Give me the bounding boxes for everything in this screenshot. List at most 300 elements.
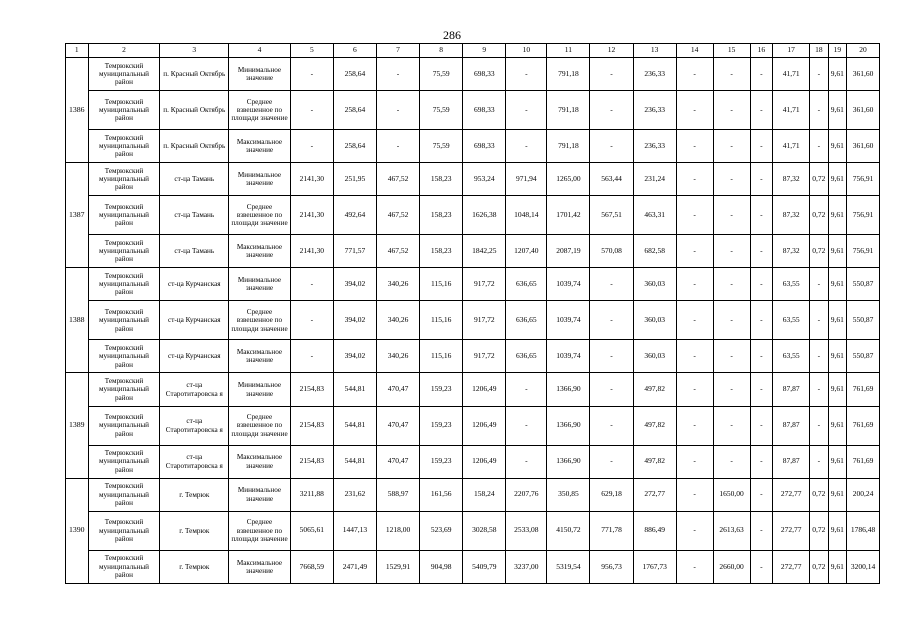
- table-row: [66, 91, 880, 130]
- table-row: [66, 163, 880, 196]
- value-cell: -: [376, 130, 419, 163]
- value-cell: 7668,59: [290, 550, 333, 583]
- table-row: [66, 550, 880, 583]
- value-cell: -: [590, 268, 633, 301]
- value-cell: -: [750, 445, 773, 478]
- value-cell: 158,23: [420, 196, 463, 235]
- column-number-header: 2: [88, 44, 160, 58]
- value-cell: -: [713, 235, 750, 268]
- value-cell: -: [676, 235, 713, 268]
- value-cell: 588,97: [376, 478, 419, 511]
- table-row: [66, 478, 880, 511]
- district-cell: Темрюкский муниципальный район: [88, 478, 160, 511]
- value-cell: 636,65: [506, 268, 547, 301]
- locality-cell: г. Темрюк: [160, 511, 229, 550]
- value-cell: -: [750, 91, 773, 130]
- locality-cell: п. Красный Октябрь: [160, 58, 229, 91]
- value-cell: 791,18: [547, 58, 590, 91]
- value-cell: 87,87: [773, 445, 810, 478]
- value-cell: 5409,79: [463, 550, 506, 583]
- value-cell: 467,52: [376, 163, 419, 196]
- table-row: [66, 340, 880, 373]
- table-row: [66, 196, 880, 235]
- value-cell: -: [810, 91, 828, 130]
- value-cell: 9,61: [828, 301, 846, 340]
- value-cell: 771,78: [590, 511, 633, 550]
- value-cell: 953,24: [463, 163, 506, 196]
- table-row: [66, 235, 880, 268]
- locality-cell: п. Красный Октябрь: [160, 91, 229, 130]
- value-cell: 9,61: [828, 511, 846, 550]
- value-cell: -: [506, 373, 547, 406]
- value-cell: 771,57: [333, 235, 376, 268]
- value-cell: 1447,13: [333, 511, 376, 550]
- value-cell: 9,61: [828, 373, 846, 406]
- page-number: 286: [443, 28, 461, 42]
- value-cell: 2207,76: [506, 478, 547, 511]
- value-cell: 0,72: [810, 478, 828, 511]
- value-cell: -: [590, 373, 633, 406]
- value-cell: 63,55: [773, 268, 810, 301]
- value-cell: 3028,58: [463, 511, 506, 550]
- table-row: [66, 301, 880, 340]
- value-cell: 5319,54: [547, 550, 590, 583]
- value-cell: 1206,49: [463, 445, 506, 478]
- column-number-header: 20: [847, 44, 880, 58]
- value-cell: -: [676, 301, 713, 340]
- value-cell: 361,60: [847, 58, 880, 91]
- column-number-header: 13: [633, 44, 676, 58]
- value-cell: 497,82: [633, 406, 676, 445]
- value-cell: 63,55: [773, 340, 810, 373]
- value-cell: -: [676, 340, 713, 373]
- value-cell: -: [590, 91, 633, 130]
- value-cell: 272,77: [773, 511, 810, 550]
- value-cell: -: [506, 58, 547, 91]
- value-cell: 698,33: [463, 58, 506, 91]
- value-cell: 9,61: [828, 445, 846, 478]
- value-cell: -: [676, 511, 713, 550]
- value-cell: 470,47: [376, 445, 419, 478]
- value-cell: 1366,90: [547, 373, 590, 406]
- value-cell: 0,72: [810, 163, 828, 196]
- value-cell: 0,72: [810, 550, 828, 583]
- value-cell: 258,64: [333, 58, 376, 91]
- value-cell: -: [713, 373, 750, 406]
- value-cell: 550,87: [847, 268, 880, 301]
- column-number-header: 3: [160, 44, 229, 58]
- value-cell: 470,47: [376, 406, 419, 445]
- district-cell: Темрюкский муниципальный район: [88, 340, 160, 373]
- column-number-header: 9: [463, 44, 506, 58]
- value-cell: 9,61: [828, 550, 846, 583]
- value-cell: 272,77: [633, 478, 676, 511]
- value-cell: -: [750, 373, 773, 406]
- value-cell: 41,71: [773, 58, 810, 91]
- value-cell: -: [590, 406, 633, 445]
- value-cell: -: [676, 58, 713, 91]
- value-cell: -: [750, 550, 773, 583]
- value-cell: 5065,61: [290, 511, 333, 550]
- value-type-cell: Минимальное значение: [229, 58, 291, 91]
- district-cell: Темрюкский муниципальный район: [88, 58, 160, 91]
- column-number-header: 1: [66, 44, 89, 58]
- value-cell: -: [590, 58, 633, 91]
- value-cell: -: [713, 196, 750, 235]
- column-number-header: 8: [420, 44, 463, 58]
- value-type-cell: Среднее взвешенное по площади значение: [229, 511, 291, 550]
- value-cell: 9,61: [828, 406, 846, 445]
- value-cell: 41,71: [773, 91, 810, 130]
- table-row: [66, 130, 880, 163]
- value-cell: 3200,14: [847, 550, 880, 583]
- value-cell: 350,85: [547, 478, 590, 511]
- value-cell: -: [676, 163, 713, 196]
- value-cell: 9,61: [828, 340, 846, 373]
- value-cell: 956,73: [590, 550, 633, 583]
- value-cell: -: [290, 268, 333, 301]
- value-cell: -: [713, 58, 750, 91]
- value-cell: -: [676, 91, 713, 130]
- district-cell: Темрюкский муниципальный район: [88, 550, 160, 583]
- value-cell: 2141,30: [290, 196, 333, 235]
- value-cell: 567,51: [590, 196, 633, 235]
- value-cell: 2613,63: [713, 511, 750, 550]
- value-cell: 340,26: [376, 301, 419, 340]
- district-cell: Темрюкский муниципальный район: [88, 445, 160, 478]
- entry-number: 1389: [66, 373, 89, 478]
- value-cell: 761,69: [847, 445, 880, 478]
- value-cell: 360,03: [633, 268, 676, 301]
- value-cell: -: [590, 301, 633, 340]
- value-cell: -: [750, 58, 773, 91]
- value-type-cell: Минимальное значение: [229, 478, 291, 511]
- value-cell: 87,32: [773, 163, 810, 196]
- value-cell: -: [750, 235, 773, 268]
- value-cell: 523,69: [420, 511, 463, 550]
- district-cell: Темрюкский муниципальный район: [88, 373, 160, 406]
- value-cell: 1626,38: [463, 196, 506, 235]
- column-number-header: 16: [750, 44, 773, 58]
- value-cell: -: [750, 130, 773, 163]
- value-cell: -: [290, 340, 333, 373]
- value-cell: 636,65: [506, 340, 547, 373]
- value-type-cell: Среднее взвешенное по площади значение: [229, 91, 291, 130]
- value-cell: -: [713, 301, 750, 340]
- value-cell: 1842,25: [463, 235, 506, 268]
- table-row: [66, 373, 880, 406]
- value-cell: 1767,73: [633, 550, 676, 583]
- value-cell: 258,64: [333, 91, 376, 130]
- value-cell: 698,33: [463, 91, 506, 130]
- value-cell: 75,59: [420, 58, 463, 91]
- value-cell: 159,23: [420, 445, 463, 478]
- value-cell: 2154,83: [290, 373, 333, 406]
- value-cell: -: [750, 478, 773, 511]
- value-cell: -: [750, 163, 773, 196]
- value-cell: 1366,90: [547, 406, 590, 445]
- value-cell: 467,52: [376, 235, 419, 268]
- district-cell: Темрюкский муниципальный район: [88, 196, 160, 235]
- value-cell: 544,81: [333, 373, 376, 406]
- district-cell: Темрюкский муниципальный район: [88, 130, 160, 163]
- value-cell: 917,72: [463, 268, 506, 301]
- value-cell: -: [676, 130, 713, 163]
- locality-cell: ст-ца Тамань: [160, 163, 229, 196]
- value-cell: 9,61: [828, 196, 846, 235]
- value-cell: -: [810, 130, 828, 163]
- value-cell: 9,61: [828, 58, 846, 91]
- value-cell: 463,31: [633, 196, 676, 235]
- value-cell: 115,16: [420, 301, 463, 340]
- table-row: [66, 445, 880, 478]
- locality-cell: ст-ца Старотитаровска я: [160, 406, 229, 445]
- column-number-header: 19: [828, 44, 846, 58]
- value-cell: 1366,90: [547, 445, 590, 478]
- locality-cell: п. Красный Октябрь: [160, 130, 229, 163]
- value-cell: -: [590, 340, 633, 373]
- value-cell: -: [810, 406, 828, 445]
- value-type-cell: Среднее взвешенное по площади значение: [229, 196, 291, 235]
- value-type-cell: Среднее взвешенное по площади значение: [229, 406, 291, 445]
- value-cell: 2141,30: [290, 163, 333, 196]
- column-number-header: 7: [376, 44, 419, 58]
- column-number-header: 10: [506, 44, 547, 58]
- value-cell: -: [713, 130, 750, 163]
- value-cell: 761,69: [847, 373, 880, 406]
- value-cell: 0,72: [810, 196, 828, 235]
- value-cell: 570,08: [590, 235, 633, 268]
- column-number-header: 5: [290, 44, 333, 58]
- value-cell: -: [506, 130, 547, 163]
- value-cell: -: [290, 58, 333, 91]
- value-cell: 2154,83: [290, 406, 333, 445]
- locality-cell: ст-ца Курчанская: [160, 301, 229, 340]
- value-cell: -: [713, 445, 750, 478]
- value-cell: 258,64: [333, 130, 376, 163]
- value-cell: 1206,49: [463, 373, 506, 406]
- value-cell: 9,61: [828, 130, 846, 163]
- tariff-table: [65, 43, 880, 584]
- value-cell: 0,72: [810, 235, 828, 268]
- value-cell: 756,91: [847, 196, 880, 235]
- value-cell: -: [676, 268, 713, 301]
- value-cell: 1786,48: [847, 511, 880, 550]
- value-cell: 236,33: [633, 58, 676, 91]
- value-cell: 756,91: [847, 163, 880, 196]
- district-cell: Темрюкский муниципальный район: [88, 235, 160, 268]
- value-cell: 1265,00: [547, 163, 590, 196]
- value-cell: 761,69: [847, 406, 880, 445]
- value-cell: 394,02: [333, 340, 376, 373]
- value-cell: 917,72: [463, 301, 506, 340]
- value-cell: 272,77: [773, 478, 810, 511]
- table-row: [66, 511, 880, 550]
- value-cell: 340,26: [376, 340, 419, 373]
- value-cell: 629,18: [590, 478, 633, 511]
- value-cell: -: [676, 550, 713, 583]
- value-type-cell: Среднее взвешенное по площади значение: [229, 301, 291, 340]
- column-number-header: 17: [773, 44, 810, 58]
- value-cell: 158,23: [420, 163, 463, 196]
- locality-cell: ст-ца Курчанская: [160, 340, 229, 373]
- value-cell: 497,82: [633, 373, 676, 406]
- entry-number: 1390: [66, 478, 89, 583]
- value-cell: -: [713, 91, 750, 130]
- value-cell: 159,23: [420, 406, 463, 445]
- value-cell: 698,33: [463, 130, 506, 163]
- value-cell: 236,33: [633, 130, 676, 163]
- value-cell: 682,58: [633, 235, 676, 268]
- value-cell: -: [750, 406, 773, 445]
- value-cell: 1039,74: [547, 340, 590, 373]
- value-cell: -: [676, 445, 713, 478]
- value-cell: -: [590, 130, 633, 163]
- value-cell: 158,24: [463, 478, 506, 511]
- table-row: [66, 58, 880, 91]
- value-cell: 63,55: [773, 301, 810, 340]
- value-cell: 497,82: [633, 445, 676, 478]
- district-cell: Темрюкский муниципальный район: [88, 91, 160, 130]
- value-cell: 467,52: [376, 196, 419, 235]
- value-cell: 361,60: [847, 130, 880, 163]
- value-type-cell: Минимальное значение: [229, 373, 291, 406]
- value-cell: 1529,91: [376, 550, 419, 583]
- value-cell: 563,44: [590, 163, 633, 196]
- value-cell: 161,56: [420, 478, 463, 511]
- value-cell: -: [290, 301, 333, 340]
- value-cell: 3211,88: [290, 478, 333, 511]
- value-cell: -: [290, 91, 333, 130]
- value-cell: -: [676, 478, 713, 511]
- value-type-cell: Максимальное значение: [229, 445, 291, 478]
- value-cell: 1701,42: [547, 196, 590, 235]
- locality-cell: г. Темрюк: [160, 478, 229, 511]
- value-cell: -: [750, 301, 773, 340]
- value-cell: 87,87: [773, 406, 810, 445]
- column-number-header: 18: [810, 44, 828, 58]
- value-cell: 1650,00: [713, 478, 750, 511]
- value-cell: -: [713, 340, 750, 373]
- value-cell: 394,02: [333, 268, 376, 301]
- value-cell: -: [713, 163, 750, 196]
- value-cell: -: [590, 445, 633, 478]
- district-cell: Темрюкский муниципальный район: [88, 511, 160, 550]
- value-cell: 158,23: [420, 235, 463, 268]
- value-cell: 0,72: [810, 511, 828, 550]
- value-cell: -: [713, 268, 750, 301]
- value-cell: -: [506, 91, 547, 130]
- value-cell: 544,81: [333, 445, 376, 478]
- district-cell: Темрюкский муниципальный район: [88, 163, 160, 196]
- value-cell: 2087,19: [547, 235, 590, 268]
- value-cell: 115,16: [420, 268, 463, 301]
- value-cell: 41,71: [773, 130, 810, 163]
- value-cell: 87,32: [773, 235, 810, 268]
- value-cell: 9,61: [828, 91, 846, 130]
- value-cell: 3237,00: [506, 550, 547, 583]
- value-cell: 9,61: [828, 478, 846, 511]
- table-row: [66, 268, 880, 301]
- value-cell: 886,49: [633, 511, 676, 550]
- locality-cell: г. Темрюк: [160, 550, 229, 583]
- value-cell: 636,65: [506, 301, 547, 340]
- value-cell: 87,32: [773, 196, 810, 235]
- value-cell: -: [676, 406, 713, 445]
- value-cell: 75,59: [420, 130, 463, 163]
- value-cell: 115,16: [420, 340, 463, 373]
- value-type-cell: Максимальное значение: [229, 550, 291, 583]
- value-cell: -: [810, 445, 828, 478]
- value-cell: 2471,49: [333, 550, 376, 583]
- value-cell: -: [676, 373, 713, 406]
- value-cell: 791,18: [547, 91, 590, 130]
- value-cell: 251,95: [333, 163, 376, 196]
- value-cell: 231,24: [633, 163, 676, 196]
- value-type-cell: Максимальное значение: [229, 340, 291, 373]
- value-cell: -: [290, 130, 333, 163]
- value-cell: 9,61: [828, 268, 846, 301]
- value-cell: 272,77: [773, 550, 810, 583]
- value-type-cell: Максимальное значение: [229, 130, 291, 163]
- value-cell: 756,91: [847, 235, 880, 268]
- value-cell: 9,61: [828, 235, 846, 268]
- value-cell: 492,64: [333, 196, 376, 235]
- value-cell: -: [750, 511, 773, 550]
- value-cell: 87,87: [773, 373, 810, 406]
- locality-cell: ст-ца Старотитаровска я: [160, 373, 229, 406]
- column-number-header: 15: [713, 44, 750, 58]
- value-type-cell: Максимальное значение: [229, 235, 291, 268]
- value-cell: 200,24: [847, 478, 880, 511]
- value-cell: 971,94: [506, 163, 547, 196]
- column-number-header: 14: [676, 44, 713, 58]
- value-cell: 361,60: [847, 91, 880, 130]
- district-cell: Темрюкский муниципальный район: [88, 301, 160, 340]
- value-cell: 4150,72: [547, 511, 590, 550]
- value-cell: 75,59: [420, 91, 463, 130]
- value-cell: 791,18: [547, 130, 590, 163]
- value-type-cell: Минимальное значение: [229, 163, 291, 196]
- district-cell: Темрюкский муниципальный район: [88, 406, 160, 445]
- column-number-header: 6: [333, 44, 376, 58]
- value-cell: 159,23: [420, 373, 463, 406]
- district-cell: Темрюкский муниципальный район: [88, 268, 160, 301]
- entry-number: 1388: [66, 268, 89, 373]
- value-cell: 360,03: [633, 301, 676, 340]
- locality-cell: ст-ца Старотитаровска я: [160, 445, 229, 478]
- value-cell: 904,98: [420, 550, 463, 583]
- entry-number: 1386: [66, 58, 89, 163]
- value-cell: 550,87: [847, 301, 880, 340]
- value-cell: -: [810, 301, 828, 340]
- value-cell: -: [750, 196, 773, 235]
- value-cell: 1039,74: [547, 301, 590, 340]
- value-cell: 917,72: [463, 340, 506, 373]
- value-cell: -: [676, 196, 713, 235]
- table-row: [66, 406, 880, 445]
- column-number-header: 4: [229, 44, 291, 58]
- value-cell: -: [810, 268, 828, 301]
- value-cell: -: [506, 406, 547, 445]
- value-cell: 2154,83: [290, 445, 333, 478]
- value-cell: 544,81: [333, 406, 376, 445]
- value-cell: 2660,00: [713, 550, 750, 583]
- value-cell: -: [810, 58, 828, 91]
- value-cell: -: [506, 445, 547, 478]
- value-cell: 340,26: [376, 268, 419, 301]
- value-cell: 360,03: [633, 340, 676, 373]
